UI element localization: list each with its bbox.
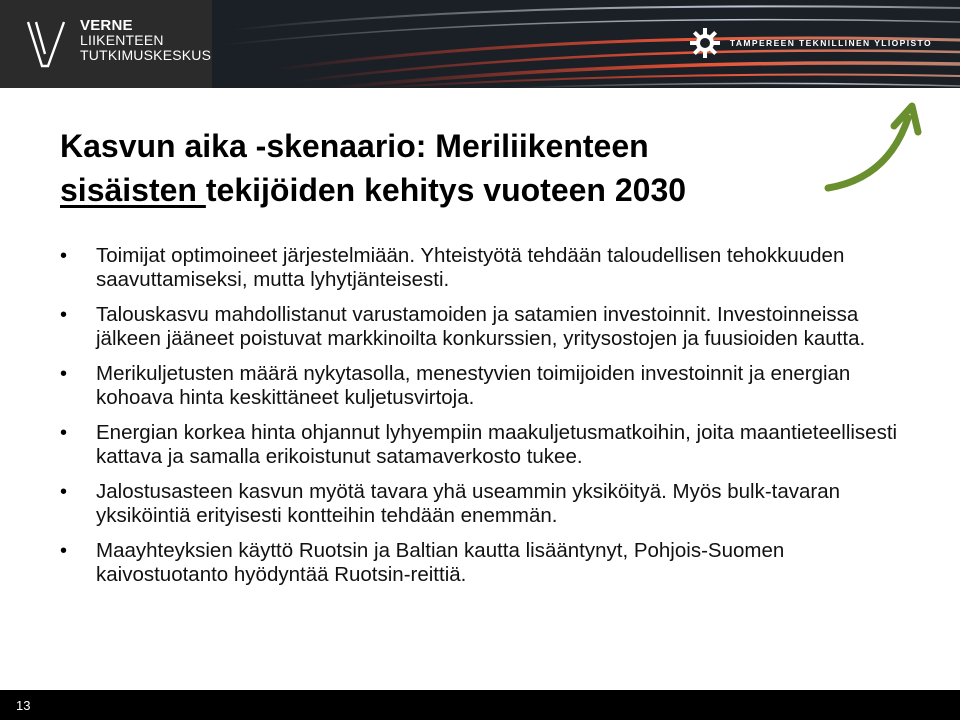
bullet-item: • Maayhteyksien käyttö Ruotsin ja Baltian kautta lisääntynyt, Pohjois-Suomen kaivostuotanto hyödyntää Ruotsin-reittiä. — [60, 539, 910, 587]
verne-v-logo-icon — [24, 18, 68, 70]
logo-line-3: TUTKIMUSKESKUS — [80, 47, 212, 63]
title-line-2 — [60, 168, 820, 212]
footer-bar — [0, 690, 960, 720]
university-logo — [688, 26, 932, 60]
bullet-item: • Jalostusasteen kasvun myötä tavara yhä useammin yksiköityä. Myös bulk-tavaran yksiköintiä erityisesti kontteihin tehdään enemmän. — [60, 480, 910, 528]
bullet-item: • Toimijat optimoineet järjestelmiään. Yhteistyötä tehdään taloudellisen tehokkuuden saavuttamiseksi, mutta lyhytjänteisesti. — [60, 244, 910, 292]
page-number: 13 — [16, 698, 31, 713]
logo-line-1: VERNE — [80, 17, 133, 34]
title-line-1: Kasvun aika -skenaario: Meriliikenteen — [60, 128, 649, 164]
title-rest-text: tekijöiden kehitys vuoteen 2030 — [205, 172, 687, 208]
slide-title — [60, 124, 820, 212]
university-name: TAMPEREEN TEKNILLINEN YLIOPISTO — [729, 38, 932, 48]
bullet-list — [60, 244, 910, 598]
verne-logo — [0, 0, 212, 88]
bullet-item: • Merikuljetusten määrä nykytasolla, menestyvien toimijoiden investoinnit ja energian kohoava hinta keskittäneet kuljetusvirtoja. — [60, 362, 910, 410]
logo-line-2: LIIKENTEEN — [80, 32, 164, 48]
gear-icon — [688, 26, 722, 60]
bullet-item: • Energian korkea hinta ohjannut lyhyempiin maakuljetusmatkoihin, joita maantieteellisesti kattava ja samalla erikoistunut satamaverkosto tukee. — [60, 421, 910, 469]
header-banner — [0, 0, 960, 88]
green-arrow-up-icon — [820, 100, 930, 200]
title-underlined-text: sisäisten — [60, 172, 206, 208]
logo-text — [80, 18, 211, 63]
bullet-item: • Talouskasvu mahdollistanut varustamoiden ja satamien investoinnit. Investoinneissa jälkeen jääneet poistuvat markkinoilta konkurssien, yritysostojen ja fuusioiden kautta. — [60, 303, 910, 351]
